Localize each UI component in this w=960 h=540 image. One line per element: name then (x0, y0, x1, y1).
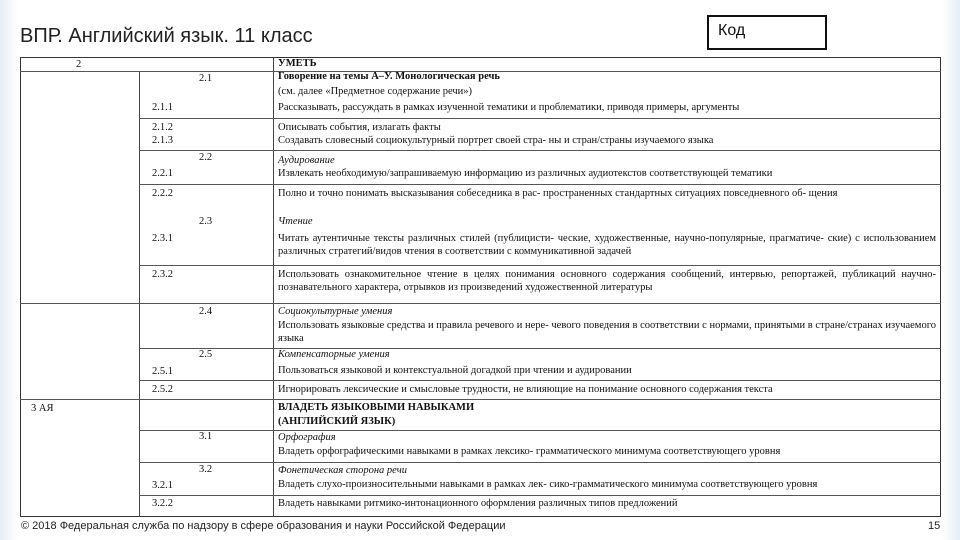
description-text: Полно и точно понимать высказывания собеседника в рас- пространенных стандартных ситуациях повседневного об- щения (278, 188, 838, 199)
description-text: Использовать языковые средства и правила речевого и нере- чевого поведения в соответствии с нормами, принятыми в стране/странах изучаемого языка (278, 320, 936, 344)
subsection-code: 2.2 (199, 152, 213, 163)
slide-title: ВПР. Английский язык. 11 класс (20, 25, 313, 47)
row-divider (139, 430, 941, 431)
row-divider (139, 265, 941, 266)
item-code: 2.2.2 (152, 188, 173, 199)
col-divider-2 (273, 57, 274, 517)
row-divider (139, 348, 941, 349)
subsection-heading: Фонетическая сторона речи (278, 465, 407, 476)
page-number: 15 (928, 520, 941, 532)
description-text: Извлекать необходимую/запрашиваемую информацию из различных аудиотекстов соответствующей тематики (278, 168, 773, 179)
item-code: 2.1.2 (152, 122, 173, 133)
section-heading: ВЛАДЕТЬ ЯЗЫКОВЫМИ НАВЫКАМИ (278, 402, 475, 413)
description-text: Описывать события, излагать факты (278, 122, 441, 133)
row-divider (139, 118, 941, 119)
section-code: 2 (76, 59, 82, 70)
subsection-code: 2.1 (199, 73, 213, 84)
subsection-heading: Социокультурные умения (278, 306, 393, 317)
description-text: Владеть навыками ритмико-интонационного оформления различных типов предложений (278, 498, 678, 509)
section-code: 3 АЯ (31, 403, 54, 414)
description-text: Создавать словесный социокультурный портрет своей стра- ны и стран/страны изучаемого языка (278, 135, 714, 146)
col-divider-1 (139, 71, 140, 517)
description-text: Владеть слухо-произносительными навыками в рамках лек- сико-грамматического минимума соответствующего уровня (278, 479, 818, 490)
subsection-code: 2.4 (199, 306, 213, 317)
footer-copyright: © 2018 Федеральная служба по надзору в сфере образования и науки Российской Федерации (21, 520, 506, 532)
item-code: 3.2.2 (152, 498, 173, 509)
description-text: Использовать ознакомительное чтение в целях понимания основного содержания сообщений, интервью, репортажей, публикаций научно-познавательного характера, отрывков из произведений художественной литературы (278, 269, 936, 293)
item-code: 2.5.2 (152, 384, 173, 395)
item-code: 2.3.2 (152, 269, 173, 280)
item-code: 2.3.1 (152, 233, 173, 244)
section-heading-sub: (АНГЛИЙСКИЙ ЯЗЫК) (278, 416, 396, 427)
subsection-code: 3.2 (199, 464, 213, 475)
subsection-code: 3.1 (199, 431, 213, 442)
description-text: Игнорировать лексические и смысловые трудности, не влияющие на понимание основного содержания текста (278, 384, 773, 395)
row-divider (139, 150, 941, 151)
item-code: 3.2.1 (152, 480, 173, 491)
item-code: 2.5.1 (152, 366, 173, 377)
section-heading: УМЕТЬ (278, 58, 317, 69)
subsection-heading: Говорение на темы А–У. Монологическая речь (278, 71, 500, 82)
description-text: Читать аутентичные тексты различных стилей (публицисти- ческие, художественные, научно-популярные, прагматиче- ские) с использованием различных стратегий/видов чтения в соответствии с коммуникативной задачей (278, 233, 936, 257)
kod-box: Код (707, 15, 827, 50)
row-divider (139, 462, 941, 463)
subsection-heading: Чтение (278, 216, 313, 227)
subsection-code: 2.3 (199, 216, 213, 227)
row-divider (20, 303, 941, 304)
item-code: 2.1.3 (152, 135, 173, 146)
description-text: (см. далее «Предметное содержание речи») (278, 86, 473, 97)
row-divider (139, 495, 941, 496)
description-text: Владеть орфографическими навыками в рамках лексико- грамматического минимума соответствующего уровня (278, 446, 781, 457)
subsection-heading: Аудирование (278, 155, 335, 166)
row-divider (20, 399, 941, 400)
item-code: 2.1.1 (152, 102, 173, 113)
description-text: Пользоваться языковой и контекстуальной догадкой при чтении и аудировании (278, 365, 632, 376)
subsection-heading: Компенсаторные умения (278, 349, 390, 360)
row-divider (139, 380, 941, 381)
row-divider (139, 184, 941, 185)
description-text: Рассказывать, рассуждать в рамках изученной тематики и проблематики, приводя примеры, аргументы (278, 102, 740, 113)
subsection-code: 2.5 (199, 349, 213, 360)
subsection-heading: Орфография (278, 432, 336, 443)
item-code: 2.2.1 (152, 168, 173, 179)
